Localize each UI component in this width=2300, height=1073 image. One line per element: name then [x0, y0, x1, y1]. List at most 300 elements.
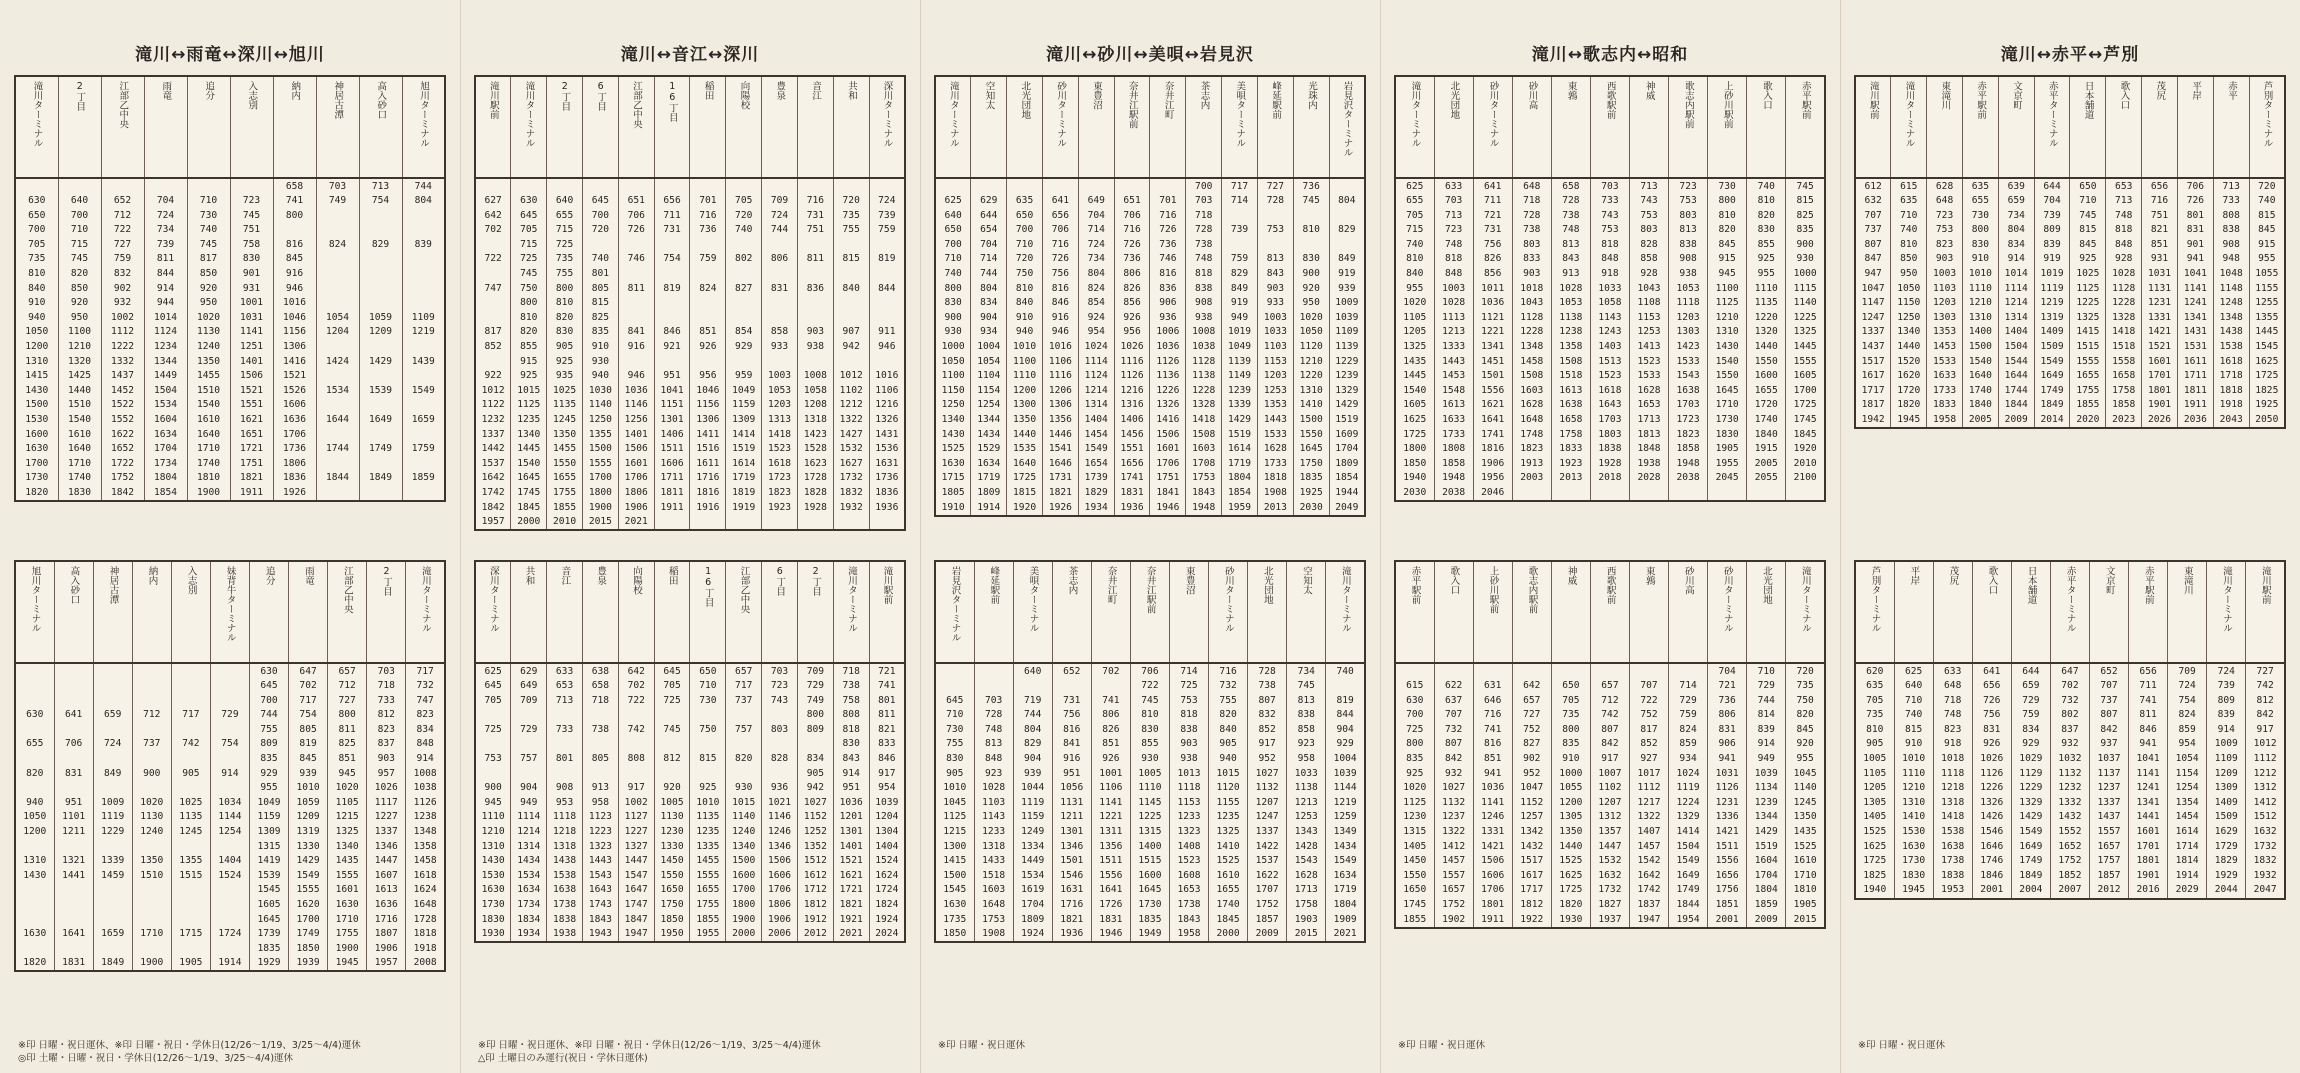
time-cell: 745 — [2070, 208, 2106, 223]
time-cell — [475, 237, 511, 252]
time-cell: 1342 — [1512, 825, 1551, 840]
time-cell — [974, 663, 1013, 679]
time-cell — [618, 766, 654, 781]
time-cell: 1703 — [1590, 413, 1629, 428]
time-cell: 1241 — [2177, 296, 2213, 311]
table-row — [15, 223, 445, 238]
time-cell — [359, 427, 402, 442]
stop-name: 砂川高 — [1682, 566, 1694, 595]
time-cell: 2013 — [1551, 471, 1590, 486]
time-cell: 700 — [935, 237, 971, 252]
time-cell: 1844 — [1998, 398, 2034, 413]
time-cell: 1002 — [618, 795, 654, 810]
time-cell: 722 — [1629, 693, 1668, 708]
time-cell: 1327 — [618, 839, 654, 854]
time-cell — [762, 766, 798, 781]
time-cell: 640 — [547, 194, 583, 209]
time-cell: 800 — [797, 708, 833, 723]
time-cell: 1810 — [187, 471, 230, 486]
time-cell: 1141 — [2177, 281, 2213, 296]
time-cell: 1525 — [1209, 854, 1248, 869]
time-cell: 1630 — [15, 927, 54, 942]
time-cell: 703 — [1186, 194, 1222, 209]
time-cell: 1719 — [1326, 883, 1365, 898]
time-cell: 2010 — [547, 515, 583, 531]
timetable-down — [934, 75, 1366, 517]
table-row — [15, 310, 445, 325]
time-cell: 2008 — [406, 956, 445, 972]
time-cell: 1026 — [1114, 340, 1150, 355]
stop-name: 茶志内 — [1066, 566, 1078, 595]
time-cell — [762, 237, 798, 252]
time-cell — [171, 912, 210, 927]
time-cell: 1132 — [2050, 766, 2089, 781]
time-cell: 1912 — [797, 912, 833, 927]
table-row — [1395, 223, 1825, 238]
time-cell: 804 — [1329, 194, 1365, 209]
time-cell: 1000 — [1551, 766, 1590, 781]
time-cell: 817 — [187, 252, 230, 267]
time-cell: 2055 — [1747, 471, 1786, 486]
time-cell: 1109 — [402, 310, 445, 325]
time-cell: 714 — [1669, 679, 1708, 694]
stop-header — [249, 561, 288, 663]
time-cell: 1231 — [2142, 296, 2178, 311]
table-row — [1395, 752, 1825, 767]
time-cell: 836 — [1150, 281, 1186, 296]
time-cell: 2038 — [1669, 471, 1708, 486]
time-cell: 1350 — [1786, 810, 1825, 825]
time-cell: 2021 — [618, 515, 654, 531]
time-cell: 1117 — [367, 795, 406, 810]
time-cell: 1027 — [1434, 781, 1473, 796]
time-cell: 1126 — [1972, 766, 2011, 781]
time-cell: 1610 — [187, 413, 230, 428]
time-cell: 1124 — [144, 325, 187, 340]
time-cell: 1835 — [1293, 471, 1329, 486]
table-row — [475, 737, 905, 752]
table-row — [475, 693, 905, 708]
time-cell: 1443 — [1257, 413, 1293, 428]
time-cell — [210, 941, 249, 956]
time-cell: 1210 — [1962, 296, 1998, 311]
time-cell: 725 — [1169, 679, 1208, 694]
time-cell: 1646 — [1972, 839, 2011, 854]
time-cell: 1325 — [1395, 340, 1434, 355]
time-cell: 1758 — [1551, 427, 1590, 442]
table-row — [935, 737, 1365, 752]
time-cell: 1540 — [1395, 383, 1434, 398]
stop-header — [1891, 76, 1927, 178]
time-cell: 945 — [328, 766, 367, 781]
time-cell: 1119 — [1669, 781, 1708, 796]
time-cell: 1159 — [249, 810, 288, 825]
table-row — [935, 325, 1365, 340]
table-row — [935, 854, 1365, 869]
time-cell: 641 — [1473, 178, 1512, 194]
time-cell: 705 — [726, 194, 762, 209]
time-cell: 1141 — [2129, 766, 2168, 781]
stop-name: 神威 — [1643, 81, 1655, 100]
stop-name: 滝川ターミナル — [947, 81, 959, 148]
time-cell: 1239 — [1747, 795, 1786, 810]
time-cell: 859 — [2168, 722, 2207, 737]
time-cell: 1517 — [1512, 854, 1551, 869]
time-cell: 1905 — [1786, 898, 1825, 913]
time-cell: 1712 — [797, 883, 833, 898]
time-cell: 1533 — [1257, 427, 1293, 442]
table-row — [475, 898, 905, 913]
time-cell: 1555 — [328, 868, 367, 883]
time-cell: 703 — [762, 663, 798, 679]
time-cell: 810 — [1855, 722, 1894, 737]
time-cell: 1556 — [1708, 854, 1747, 869]
time-cell: 841 — [618, 325, 654, 340]
time-cell: 1638 — [547, 883, 583, 898]
time-cell: 1827 — [1590, 898, 1629, 913]
time-cell: 808 — [618, 752, 654, 767]
time-cell: 946 — [1042, 325, 1078, 340]
stop-header — [367, 561, 406, 663]
stop-name: 茶志内 — [1198, 81, 1210, 110]
time-cell: 731 — [1052, 693, 1091, 708]
time-cell: 641 — [54, 708, 93, 723]
time-cell: 1356 — [1042, 413, 1078, 428]
time-cell: 804 — [971, 281, 1007, 296]
time-cell: 707 — [2089, 679, 2128, 694]
table-row — [475, 825, 905, 840]
stop-name: 茂尻 — [2154, 81, 2166, 100]
stop-name: 6丁目 — [774, 566, 786, 596]
time-cell: 1555 — [582, 456, 618, 471]
time-cell: 756 — [1972, 708, 2011, 723]
time-cell — [1747, 485, 1786, 501]
time-cell: 1850 — [935, 927, 974, 943]
time-cell: 1549 — [1326, 854, 1365, 869]
time-cell: 1628 — [1629, 383, 1668, 398]
time-cell — [690, 737, 726, 752]
stop-name: 2丁目 — [810, 566, 822, 596]
time-cell — [654, 296, 690, 311]
stop-header — [869, 561, 905, 663]
time-cell: 1356 — [1091, 839, 1130, 854]
time-cell: 705 — [475, 693, 511, 708]
time-cell: 900 — [1786, 237, 1825, 252]
time-cell: 1210 — [475, 825, 511, 840]
time-cell: 1235 — [511, 413, 547, 428]
time-cell: 1738 — [1933, 854, 1972, 869]
time-cell: 1606 — [762, 868, 798, 883]
time-cell: 1358 — [1551, 340, 1590, 355]
time-cell: 753 — [1590, 223, 1629, 238]
time-cell: 1929 — [249, 956, 288, 972]
time-cell: 1214 — [1998, 296, 2034, 311]
time-cell: 1501 — [1473, 369, 1512, 384]
time-cell: 1125 — [1708, 296, 1747, 311]
time-cell: 1911 — [230, 485, 273, 501]
time-cell: 748 — [974, 722, 1013, 737]
time-cell: 1433 — [974, 854, 1013, 869]
time-cell: 1038 — [1186, 340, 1222, 355]
time-cell: 823 — [406, 708, 445, 723]
time-cell: 804 — [1078, 267, 1114, 282]
time-cell: 700 — [1186, 178, 1222, 194]
time-cell: 955 — [1747, 267, 1786, 282]
time-cell: 1212 — [2246, 766, 2285, 781]
stop-name: 神居古潭 — [107, 566, 119, 604]
time-cell: 1152 — [797, 810, 833, 825]
time-cell: 1825 — [1855, 868, 1894, 883]
time-cell: 955 — [1395, 281, 1434, 296]
time-cell: 1437 — [1855, 340, 1891, 355]
time-cell: 1820 — [15, 485, 58, 501]
time-cell: 830 — [935, 296, 971, 311]
time-cell: 849 — [1329, 252, 1365, 267]
time-cell: 1730 — [1894, 854, 1933, 869]
time-cell: 737 — [726, 693, 762, 708]
time-cell: 620 — [1855, 663, 1894, 679]
time-cell — [618, 178, 654, 194]
time-cell — [316, 340, 359, 355]
time-cell — [475, 310, 511, 325]
time-cell: 1427 — [833, 427, 869, 442]
time-cell: 810 — [547, 296, 583, 311]
time-cell: 1652 — [2050, 839, 2089, 854]
time-cell: 1855 — [690, 912, 726, 927]
time-cell: 915 — [2249, 237, 2285, 252]
time-cell: 1203 — [762, 398, 798, 413]
time-cell: 1135 — [547, 398, 583, 413]
time-cell: 815 — [582, 296, 618, 311]
time-cell: 733 — [367, 693, 406, 708]
time-cell: 2029 — [2168, 883, 2207, 899]
stop-header — [171, 561, 210, 663]
time-cell: 734 — [1998, 208, 2034, 223]
time-cell — [210, 663, 249, 679]
time-cell: 1225 — [1786, 310, 1825, 325]
time-cell: 1214 — [511, 825, 547, 840]
stop-header — [654, 561, 690, 663]
time-cell: 711 — [654, 208, 690, 223]
stop-name: 江部乙中央 — [738, 566, 750, 614]
time-cell: 1209 — [289, 810, 328, 825]
time-cell: 1125 — [511, 398, 547, 413]
time-cell: 1529 — [971, 442, 1007, 457]
time-cell: 1720 — [1747, 398, 1786, 413]
time-cell: 1854 — [144, 485, 187, 501]
time-cell: 649 — [511, 679, 547, 694]
time-cell: 1438 — [547, 854, 583, 869]
table-row — [1855, 737, 2285, 752]
table-row — [935, 752, 1365, 767]
table-row — [1395, 208, 1825, 223]
time-cell: 756 — [1473, 237, 1512, 252]
time-cell: 856 — [1473, 267, 1512, 282]
time-cell: 801 — [869, 693, 905, 708]
time-cell: 722 — [475, 252, 511, 267]
time-cell: 717 — [1222, 178, 1258, 194]
time-cell: 1016 — [869, 369, 905, 384]
table-row — [1855, 708, 2285, 723]
time-cell: 834 — [1998, 237, 2034, 252]
time-cell: 1008 — [406, 766, 445, 781]
time-cell: 709 — [511, 693, 547, 708]
time-cell — [210, 781, 249, 796]
table-row — [1395, 237, 1825, 252]
time-cell: 1328 — [2106, 310, 2142, 325]
time-cell: 1830 — [475, 912, 511, 927]
time-cell: 809 — [2207, 693, 2246, 708]
time-cell: 2003 — [1512, 471, 1551, 486]
time-cell: 1552 — [2050, 825, 2089, 840]
time-cell: 820 — [1747, 208, 1786, 223]
time-cell: 1106 — [1091, 781, 1130, 796]
table-row — [1395, 413, 1825, 428]
time-cell: 638 — [582, 663, 618, 679]
time-cell — [171, 898, 210, 913]
time-cell: 1858 — [1434, 456, 1473, 471]
time-cell: 1028 — [1551, 281, 1590, 296]
time-cell: 1836 — [273, 471, 316, 486]
table-row — [475, 237, 905, 252]
table-row — [475, 679, 905, 694]
time-cell: 1135 — [171, 810, 210, 825]
time-cell: 1355 — [171, 854, 210, 869]
time-cell — [132, 679, 171, 694]
time-cell: 1631 — [1052, 883, 1091, 898]
time-cell: 1101 — [54, 810, 93, 825]
time-cell: 732 — [1434, 722, 1473, 737]
time-cell: 720 — [2249, 178, 2285, 194]
time-cell: 1632 — [2246, 825, 2285, 840]
stop-header — [547, 561, 583, 663]
time-cell: 656 — [2142, 178, 2178, 194]
time-cell: 933 — [762, 340, 798, 355]
time-cell: 1523 — [1169, 854, 1208, 869]
time-cell — [402, 427, 445, 442]
table-row — [475, 868, 905, 883]
time-cell: 725 — [511, 252, 547, 267]
time-cell — [797, 237, 833, 252]
time-cell: 657 — [1590, 679, 1629, 694]
time-cell: 1226 — [1972, 781, 2011, 796]
time-cell: 800 — [1962, 223, 1998, 238]
time-cell: 1301 — [1052, 825, 1091, 840]
time-cell: 1008 — [797, 369, 833, 384]
stop-name: 赤平ターミナル — [2046, 81, 2058, 148]
time-cell: 904 — [1013, 752, 1052, 767]
time-cell: 1300 — [935, 839, 974, 854]
time-cell: 731 — [797, 208, 833, 223]
time-cell: 934 — [971, 325, 1007, 340]
time-cell: 810 — [1747, 194, 1786, 209]
stop-header — [797, 76, 833, 178]
time-cell: 1125 — [1395, 795, 1434, 810]
time-cell: 736 — [1114, 252, 1150, 267]
time-cell: 1725 — [1551, 883, 1590, 898]
time-cell: 1532 — [1590, 854, 1629, 869]
time-cell: 1800 — [1395, 442, 1434, 457]
time-cell: 810 — [511, 310, 547, 325]
time-cell: 1106 — [869, 383, 905, 398]
time-cell: 736 — [690, 223, 726, 238]
time-cell: 1641 — [1473, 413, 1512, 428]
time-cell: 1849 — [2034, 398, 2070, 413]
time-cell: 732 — [406, 679, 445, 694]
time-cell: 1305 — [1855, 795, 1894, 810]
time-cell: 1118 — [1669, 296, 1708, 311]
stop-name: 豊泉 — [595, 566, 607, 585]
time-cell: 1720 — [1891, 383, 1927, 398]
stop-header — [1150, 76, 1186, 178]
time-cell: 1859 — [402, 471, 445, 486]
time-cell: 1020 — [1395, 781, 1434, 796]
table-row — [475, 252, 905, 267]
time-cell: 840 — [1007, 296, 1043, 311]
time-cell: 1645 — [511, 471, 547, 486]
table-row — [935, 310, 1365, 325]
time-cell: 1515 — [1130, 854, 1169, 869]
time-cell: 1704 — [1013, 898, 1052, 913]
table-row — [935, 500, 1365, 516]
time-cell: 933 — [1257, 296, 1293, 311]
time-cell — [210, 752, 249, 767]
time-cell: 716 — [1209, 663, 1248, 679]
time-cell: 1004 — [1326, 752, 1365, 767]
fold-line — [460, 0, 461, 1073]
stop-header — [1927, 76, 1963, 178]
time-cell: 1622 — [1248, 868, 1287, 883]
time-cell: 741 — [2129, 693, 2168, 708]
time-cell: 1855 — [547, 500, 583, 515]
stop-header — [1855, 76, 1891, 178]
time-cell: 1140 — [1786, 296, 1825, 311]
time-cell: 1533 — [1669, 354, 1708, 369]
time-cell: 1509 — [2207, 810, 2246, 825]
stop-header — [1551, 561, 1590, 663]
time-cell: 919 — [2034, 252, 2070, 267]
time-cell: 1439 — [402, 354, 445, 369]
time-cell: 645 — [249, 679, 288, 694]
time-cell: 1923 — [1551, 456, 1590, 471]
time-cell: 859 — [1669, 737, 1708, 752]
time-cell: 1926 — [273, 485, 316, 501]
time-cell: 645 — [654, 663, 690, 679]
stop-name: 神居古潭 — [332, 81, 344, 119]
time-cell: 1445 — [2249, 325, 2285, 340]
time-cell: 1056 — [1052, 781, 1091, 796]
time-cell: 843 — [1257, 267, 1293, 282]
time-cell: 1250 — [582, 413, 618, 428]
stop-header — [1747, 561, 1786, 663]
time-cell: 1422 — [1248, 839, 1287, 854]
time-cell: 1816 — [690, 485, 726, 500]
time-cell — [132, 941, 171, 956]
time-cell: 1045 — [1786, 766, 1825, 781]
time-cell: 1005 — [1855, 752, 1894, 767]
stop-header — [1078, 76, 1114, 178]
time-cell: 825 — [1786, 208, 1825, 223]
time-cell: 1819 — [726, 485, 762, 500]
time-cell: 950 — [1293, 296, 1329, 311]
time-cell: 1006 — [1150, 325, 1186, 340]
time-cell: 832 — [101, 267, 144, 282]
time-cell: 1137 — [2089, 766, 2128, 781]
time-cell — [1150, 178, 1186, 194]
time-cell: 1437 — [101, 369, 144, 384]
table-row — [1855, 810, 2285, 825]
time-cell: 941 — [1708, 752, 1747, 767]
